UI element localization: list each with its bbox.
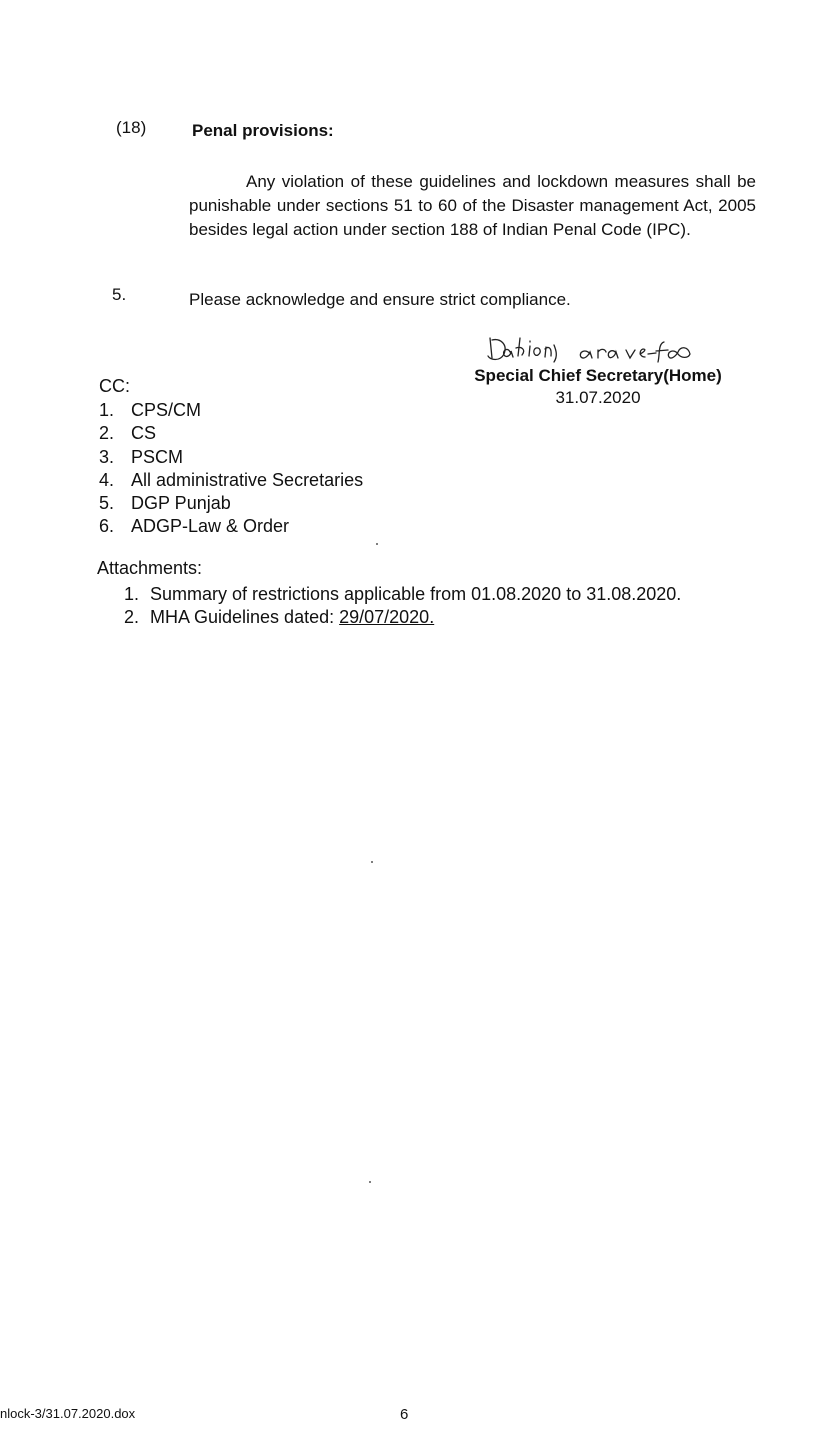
list-text: CS [131, 423, 157, 444]
list-number: 2. [99, 423, 115, 444]
list-item [99, 422, 363, 445]
cc-label: CC: [99, 376, 130, 396]
scan-speck [376, 543, 378, 545]
list-number: 3. [99, 446, 115, 467]
paragraph-text: Any violation of these guidelines and lockdown measures shall be punishable under sections 51 to 60 of the Disaster management Act, 2005 besides legal action under section 188 of Indian Penal Code (IPC). [189, 172, 756, 239]
attachments-list [124, 583, 681, 629]
list-text: DGP Punjab [131, 493, 231, 514]
signature-date: 31.07.2020 [555, 388, 641, 407]
list-text: MHA Guidelines dated: [150, 607, 340, 627]
list-item [99, 469, 363, 492]
scan-speck [371, 861, 373, 863]
list-number: 6. [99, 516, 115, 537]
list-text: PSCM [131, 446, 184, 467]
handwritten-signature [478, 332, 718, 366]
cc-list [99, 399, 363, 539]
list-item [99, 446, 363, 469]
list-item [124, 606, 681, 629]
footer-filename: nlock-3/31.07.2020.dox [0, 1406, 136, 1421]
list-text: Summary of restrictions applicable from 01.08.2020 to 31.08.2020. [150, 584, 682, 604]
section-heading: Penal provisions: [192, 121, 334, 140]
list-number: 4. [99, 469, 115, 490]
list-text: ADGP-Law & Order [131, 516, 290, 537]
section-number: (18) [116, 118, 147, 137]
list-number: 2. [124, 607, 140, 627]
list-number: 5. [99, 493, 115, 514]
attachments-label: Attachments: [97, 558, 203, 578]
page-number: 6 [400, 1406, 409, 1423]
penal-provisions-paragraph [189, 170, 756, 242]
scan-speck [369, 1181, 371, 1183]
list-text: All administrative Secretaries [131, 469, 364, 490]
list-item [124, 583, 681, 606]
list-number: 1. [99, 400, 115, 420]
underlined-date: 29/07/2020. [339, 607, 435, 627]
list-item [99, 515, 363, 538]
item-number: 5. [112, 285, 127, 304]
list-number: 1. [124, 584, 140, 604]
acknowledge-text: Please acknowledge and ensure strict compliance. [189, 290, 571, 309]
list-item [99, 492, 363, 515]
list-text: CPS/CM [131, 400, 202, 420]
list-item [99, 399, 363, 422]
signatory-title: Special Chief Secretary(Home) [474, 366, 722, 385]
signature-block [452, 332, 744, 408]
